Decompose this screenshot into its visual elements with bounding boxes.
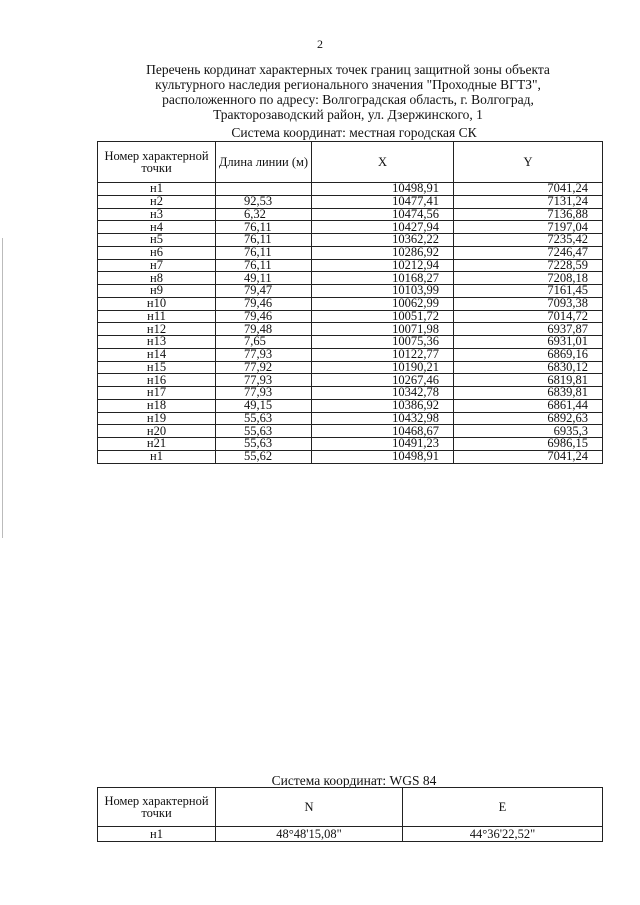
point-y: 6892,63	[454, 412, 603, 425]
point-name: н1	[98, 827, 216, 842]
point-y: 6819,81	[454, 374, 603, 387]
point-x: 10427,94	[312, 221, 454, 234]
header-line-length: Длина линии (м)	[216, 142, 312, 183]
table-row	[98, 208, 603, 221]
table-row	[98, 399, 603, 412]
point-name: н6	[98, 246, 216, 259]
point-x: 10051,72	[312, 310, 454, 323]
line-length: 55,63	[216, 425, 312, 438]
point-y: 7228,59	[454, 259, 603, 272]
point-y: 6839,81	[454, 387, 603, 400]
point-x: 10386,92	[312, 399, 454, 412]
header-point-number: Номер характерной точки	[98, 142, 216, 183]
point-y: 6869,16	[454, 348, 603, 361]
table-row	[98, 336, 603, 349]
point-name: н11	[98, 310, 216, 323]
header-n: N	[216, 788, 403, 827]
table-row	[98, 323, 603, 336]
point-x: 10498,91	[312, 183, 454, 196]
point-name: н17	[98, 387, 216, 400]
wgs84-coordinates-table	[97, 787, 603, 842]
point-y: 6931,01	[454, 336, 603, 349]
table1-caption: Система координат: местная городская СК	[231, 125, 477, 140]
point-y: 7161,45	[454, 285, 603, 298]
table-row	[98, 387, 603, 400]
point-name: н2	[98, 195, 216, 208]
line-length: 79,46	[216, 310, 312, 323]
point-y: 7131,24	[454, 195, 603, 208]
title-line: Перечень кординат характерных точек границ защитной зоны объекта	[146, 62, 550, 77]
point-name: н20	[98, 425, 216, 438]
point-x: 10122,77	[312, 348, 454, 361]
point-y: 6935,3	[454, 425, 603, 438]
table-row	[98, 246, 603, 259]
point-x: 10491,23	[312, 438, 454, 451]
table-header-row	[98, 788, 603, 827]
point-name: н1	[98, 183, 216, 196]
point-name: н7	[98, 259, 216, 272]
local-coordinates-table	[97, 141, 603, 464]
point-x: 10212,94	[312, 259, 454, 272]
line-length: 79,47	[216, 285, 312, 298]
point-y: 6861,44	[454, 399, 603, 412]
line-length: 55,63	[216, 412, 312, 425]
point-x: 10474,56	[312, 208, 454, 221]
line-length: 49,15	[216, 399, 312, 412]
table-header-row	[98, 142, 603, 183]
point-name: н1	[98, 450, 216, 463]
point-y: 7235,42	[454, 234, 603, 247]
table-row	[98, 285, 603, 298]
line-length: 79,46	[216, 297, 312, 310]
point-y: 7014,72	[454, 310, 603, 323]
scan-margin-line	[2, 238, 3, 538]
document-title	[108, 62, 588, 122]
point-x: 10071,98	[312, 323, 454, 336]
header-e: E	[403, 788, 603, 827]
point-x: 10286,92	[312, 246, 454, 259]
table-row	[98, 195, 603, 208]
table-row	[98, 272, 603, 285]
point-x: 10498,91	[312, 450, 454, 463]
point-name: н14	[98, 348, 216, 361]
table-row	[98, 183, 603, 196]
table-body	[98, 183, 603, 464]
line-length: 77,93	[216, 387, 312, 400]
table-row	[98, 221, 603, 234]
table-row	[98, 827, 603, 842]
point-y: 7246,47	[454, 246, 603, 259]
point-x: 10075,36	[312, 336, 454, 349]
line-length: 76,11	[216, 246, 312, 259]
point-x: 10190,21	[312, 361, 454, 374]
table-row	[98, 310, 603, 323]
point-name: н15	[98, 361, 216, 374]
table-row	[98, 361, 603, 374]
header-point-number: Номер характерной точки	[98, 788, 216, 827]
point-x: 10168,27	[312, 272, 454, 285]
table-row	[98, 374, 603, 387]
line-length: 55,62	[216, 450, 312, 463]
point-y: 7136,88	[454, 208, 603, 221]
point-name: н13	[98, 336, 216, 349]
table2-caption: Система координат: WGS 84	[271, 773, 437, 788]
point-y: 7197,04	[454, 221, 603, 234]
coord-e: 44°36'22,52"	[403, 827, 603, 842]
line-length: 76,11	[216, 234, 312, 247]
table-row	[98, 438, 603, 451]
line-length: 76,11	[216, 259, 312, 272]
line-length: 7,65	[216, 336, 312, 349]
point-name: н12	[98, 323, 216, 336]
point-x: 10267,46	[312, 374, 454, 387]
line-length: 49,11	[216, 272, 312, 285]
point-name: н16	[98, 374, 216, 387]
point-name: н9	[98, 285, 216, 298]
line-length: 6,32	[216, 208, 312, 221]
point-y: 6986,15	[454, 438, 603, 451]
header-y: Y	[454, 142, 603, 183]
title-line: культурного наследия регионального значения "Проходные ВГТЗ",	[155, 77, 541, 92]
point-name: н3	[98, 208, 216, 221]
point-name: н4	[98, 221, 216, 234]
table-row	[98, 259, 603, 272]
point-x: 10362,22	[312, 234, 454, 247]
table-row	[98, 234, 603, 247]
table-row	[98, 297, 603, 310]
point-name: н10	[98, 297, 216, 310]
point-y: 6937,87	[454, 323, 603, 336]
point-x: 10062,99	[312, 297, 454, 310]
point-x: 10432,98	[312, 412, 454, 425]
header-x: X	[312, 142, 454, 183]
table-row	[98, 348, 603, 361]
point-name: н19	[98, 412, 216, 425]
point-y: 6830,12	[454, 361, 603, 374]
point-name: н5	[98, 234, 216, 247]
table-row	[98, 412, 603, 425]
point-y: 7041,24	[454, 450, 603, 463]
title-line: Тракторозаводский район, ул. Дзержинского, 1	[213, 107, 483, 122]
coord-n: 48°48'15,08"	[216, 827, 403, 842]
line-length: 79,48	[216, 323, 312, 336]
point-name: н8	[98, 272, 216, 285]
point-x: 10477,41	[312, 195, 454, 208]
page-number: 2	[317, 37, 323, 51]
line-length: 76,11	[216, 221, 312, 234]
point-y: 7093,38	[454, 297, 603, 310]
table-body	[98, 827, 603, 842]
line-length: 92,53	[216, 195, 312, 208]
point-y: 7041,24	[454, 183, 603, 196]
point-x: 10103,99	[312, 285, 454, 298]
point-name: н18	[98, 399, 216, 412]
point-name: н21	[98, 438, 216, 451]
point-x: 10342,78	[312, 387, 454, 400]
line-length: 55,63	[216, 438, 312, 451]
point-y: 7208,18	[454, 272, 603, 285]
title-line: расположенного по адресу: Волгоградская область, г. Волгоград,	[162, 92, 534, 107]
line-length: 77,92	[216, 361, 312, 374]
point-x: 10468,67	[312, 425, 454, 438]
table-row	[98, 450, 603, 463]
table-row	[98, 425, 603, 438]
line-length: 77,93	[216, 374, 312, 387]
line-length: 77,93	[216, 348, 312, 361]
